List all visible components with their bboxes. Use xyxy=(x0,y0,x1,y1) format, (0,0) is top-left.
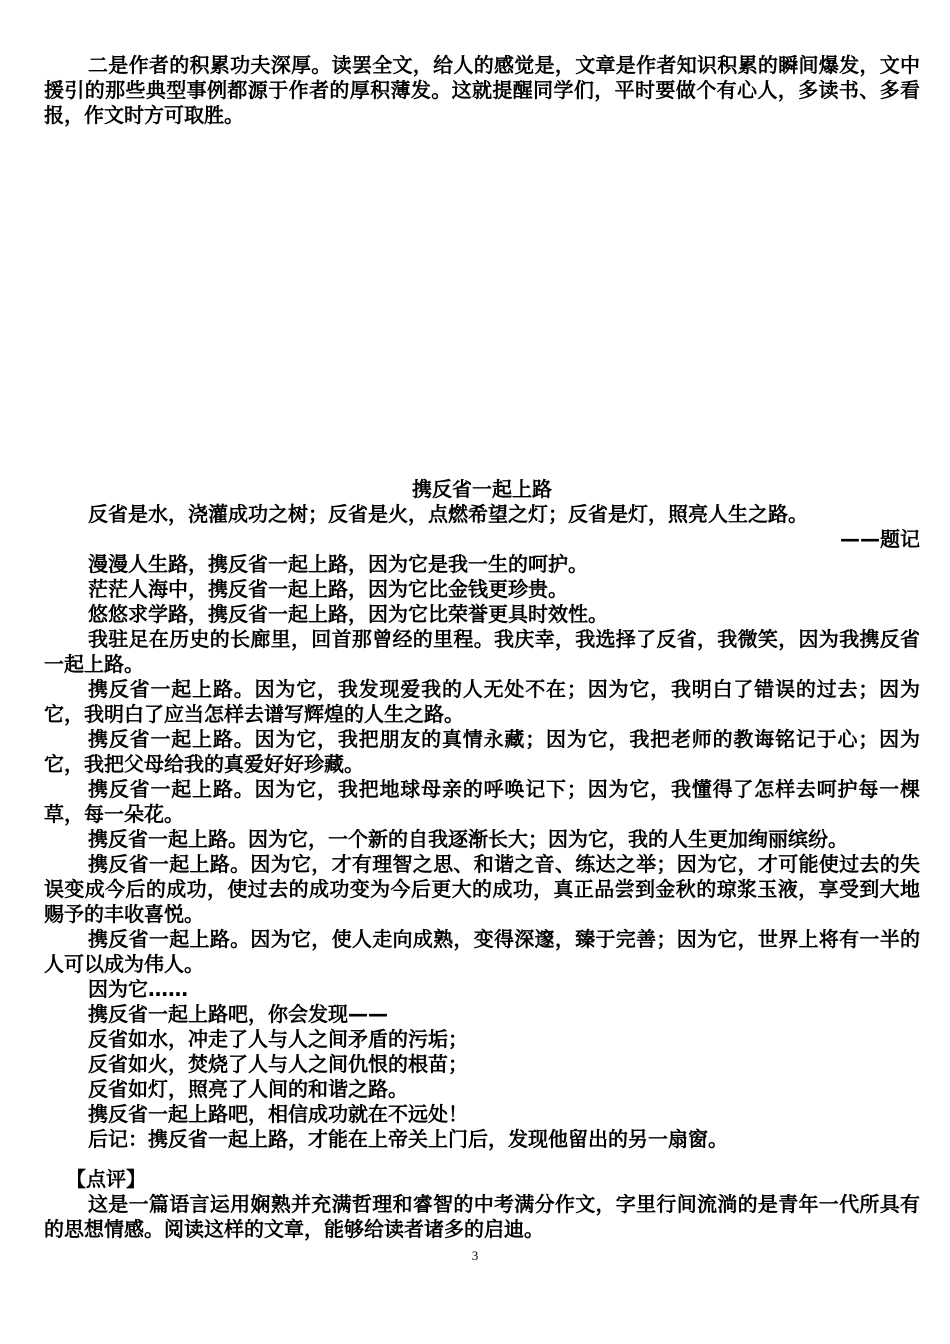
comment-heading: 【点评】 xyxy=(66,1167,146,1191)
essay-title: 携反省一起上路 xyxy=(412,477,552,501)
essay-paragraph: 携反省一起上路。因为它，我发现爱我的人无处不在；因为它，我明白了错误的过去；因为它，我明白了应当怎样去谱写辉煌的人生之路。 xyxy=(44,677,920,726)
essay-paragraph: 反省如灯，照亮了人间的和谐之路。 xyxy=(88,1077,408,1101)
essay-paragraph: 携反省一起上路吧，你会发现—— xyxy=(88,1002,388,1026)
essay-section xyxy=(44,477,920,1242)
section-gap xyxy=(44,1152,920,1167)
essay-paragraph: 悠悠求学路，携反省一起上路，因为它比荣誉更具时效性。 xyxy=(88,602,608,626)
essay-paragraph: 携反省一起上路。因为它，使人走向成熟，变得深邃，臻于完善；因为它，世界上将有一半的人可以成为伟人。 xyxy=(44,927,920,976)
essay-paragraph: 我驻足在历史的长廊里，回首那曾经的里程。我庆幸，我选择了反省，我微笑，因为我携反省一起上路。 xyxy=(44,627,920,676)
intro-paragraph: 二是作者的积累功夫深厚。读罢全文，给人的感觉是，文章是作者知识积累的瞬间爆发，文中援引的那些典型事例都源于作者的厚积薄发。这就提醒同学们，平时要做个有心人，多读书、多看报，作文时方可取胜。 xyxy=(44,53,920,127)
essay-paragraph: 反省如火，焚烧了人与人之间仇恨的根苗； xyxy=(88,1052,468,1076)
essay-paragraph: 反省如水，冲走了人与人之间矛盾的污垢； xyxy=(88,1027,468,1051)
essay-paragraph: 漫漫人生路，携反省一起上路，因为它是我一生的呵护。 xyxy=(88,552,588,576)
essay-paragraph: 携反省一起上路。因为它，我把地球母亲的呼唤记下；因为它，我懂得了怎样去呵护每一棵草，每一朵花。 xyxy=(44,777,920,826)
essay-paragraph: 因为它…… xyxy=(88,977,188,1001)
comment-paragraph: 这是一篇语言运用娴熟并充满哲理和睿智的中考满分作文，字里行间流淌的是青年一代所具有的思想情感。阅读这样的文章，能够给读者诸多的启迪。 xyxy=(44,1192,920,1241)
intro-section xyxy=(44,53,920,128)
essay-paragraph: 携反省一起上路。因为它，我把朋友的真情永藏；因为它，我把老师的教诲铭记于心；因为它，我把父母给我的真爱好好珍藏。 xyxy=(44,727,920,776)
page-number: 3 xyxy=(471,1248,479,1263)
essay-paragraph: 茫茫人海中，携反省一起上路，因为它比金钱更珍贵。 xyxy=(88,577,568,601)
essay-paragraph: 携反省一起上路吧，相信成功就在不远处！ xyxy=(88,1102,468,1126)
essay-paragraph: 携反省一起上路。因为它，一个新的自我逐渐长大；因为它，我的人生更加绚丽缤纷。 xyxy=(88,827,848,851)
essay-postscript: 后记：携反省一起上路，才能在上帝关上门后，发现他留出的另一扇窗。 xyxy=(88,1127,728,1151)
epigraph-signature: ——题记 xyxy=(840,527,920,551)
essay-paragraph: 携反省一起上路。因为它，才有理智之思、和谐之音、练达之举；因为它，才可能使过去的失误变成今后的成功，使过去的成功变为今后更大的成功，真正品尝到金秋的琼浆玉液，享受到大地赐予的丰收喜悦。 xyxy=(44,852,920,926)
essay-epigraph: 反省是水，浇灌成功之树；反省是火，点燃希望之灯；反省是灯，照亮人生之路。 xyxy=(88,502,808,526)
